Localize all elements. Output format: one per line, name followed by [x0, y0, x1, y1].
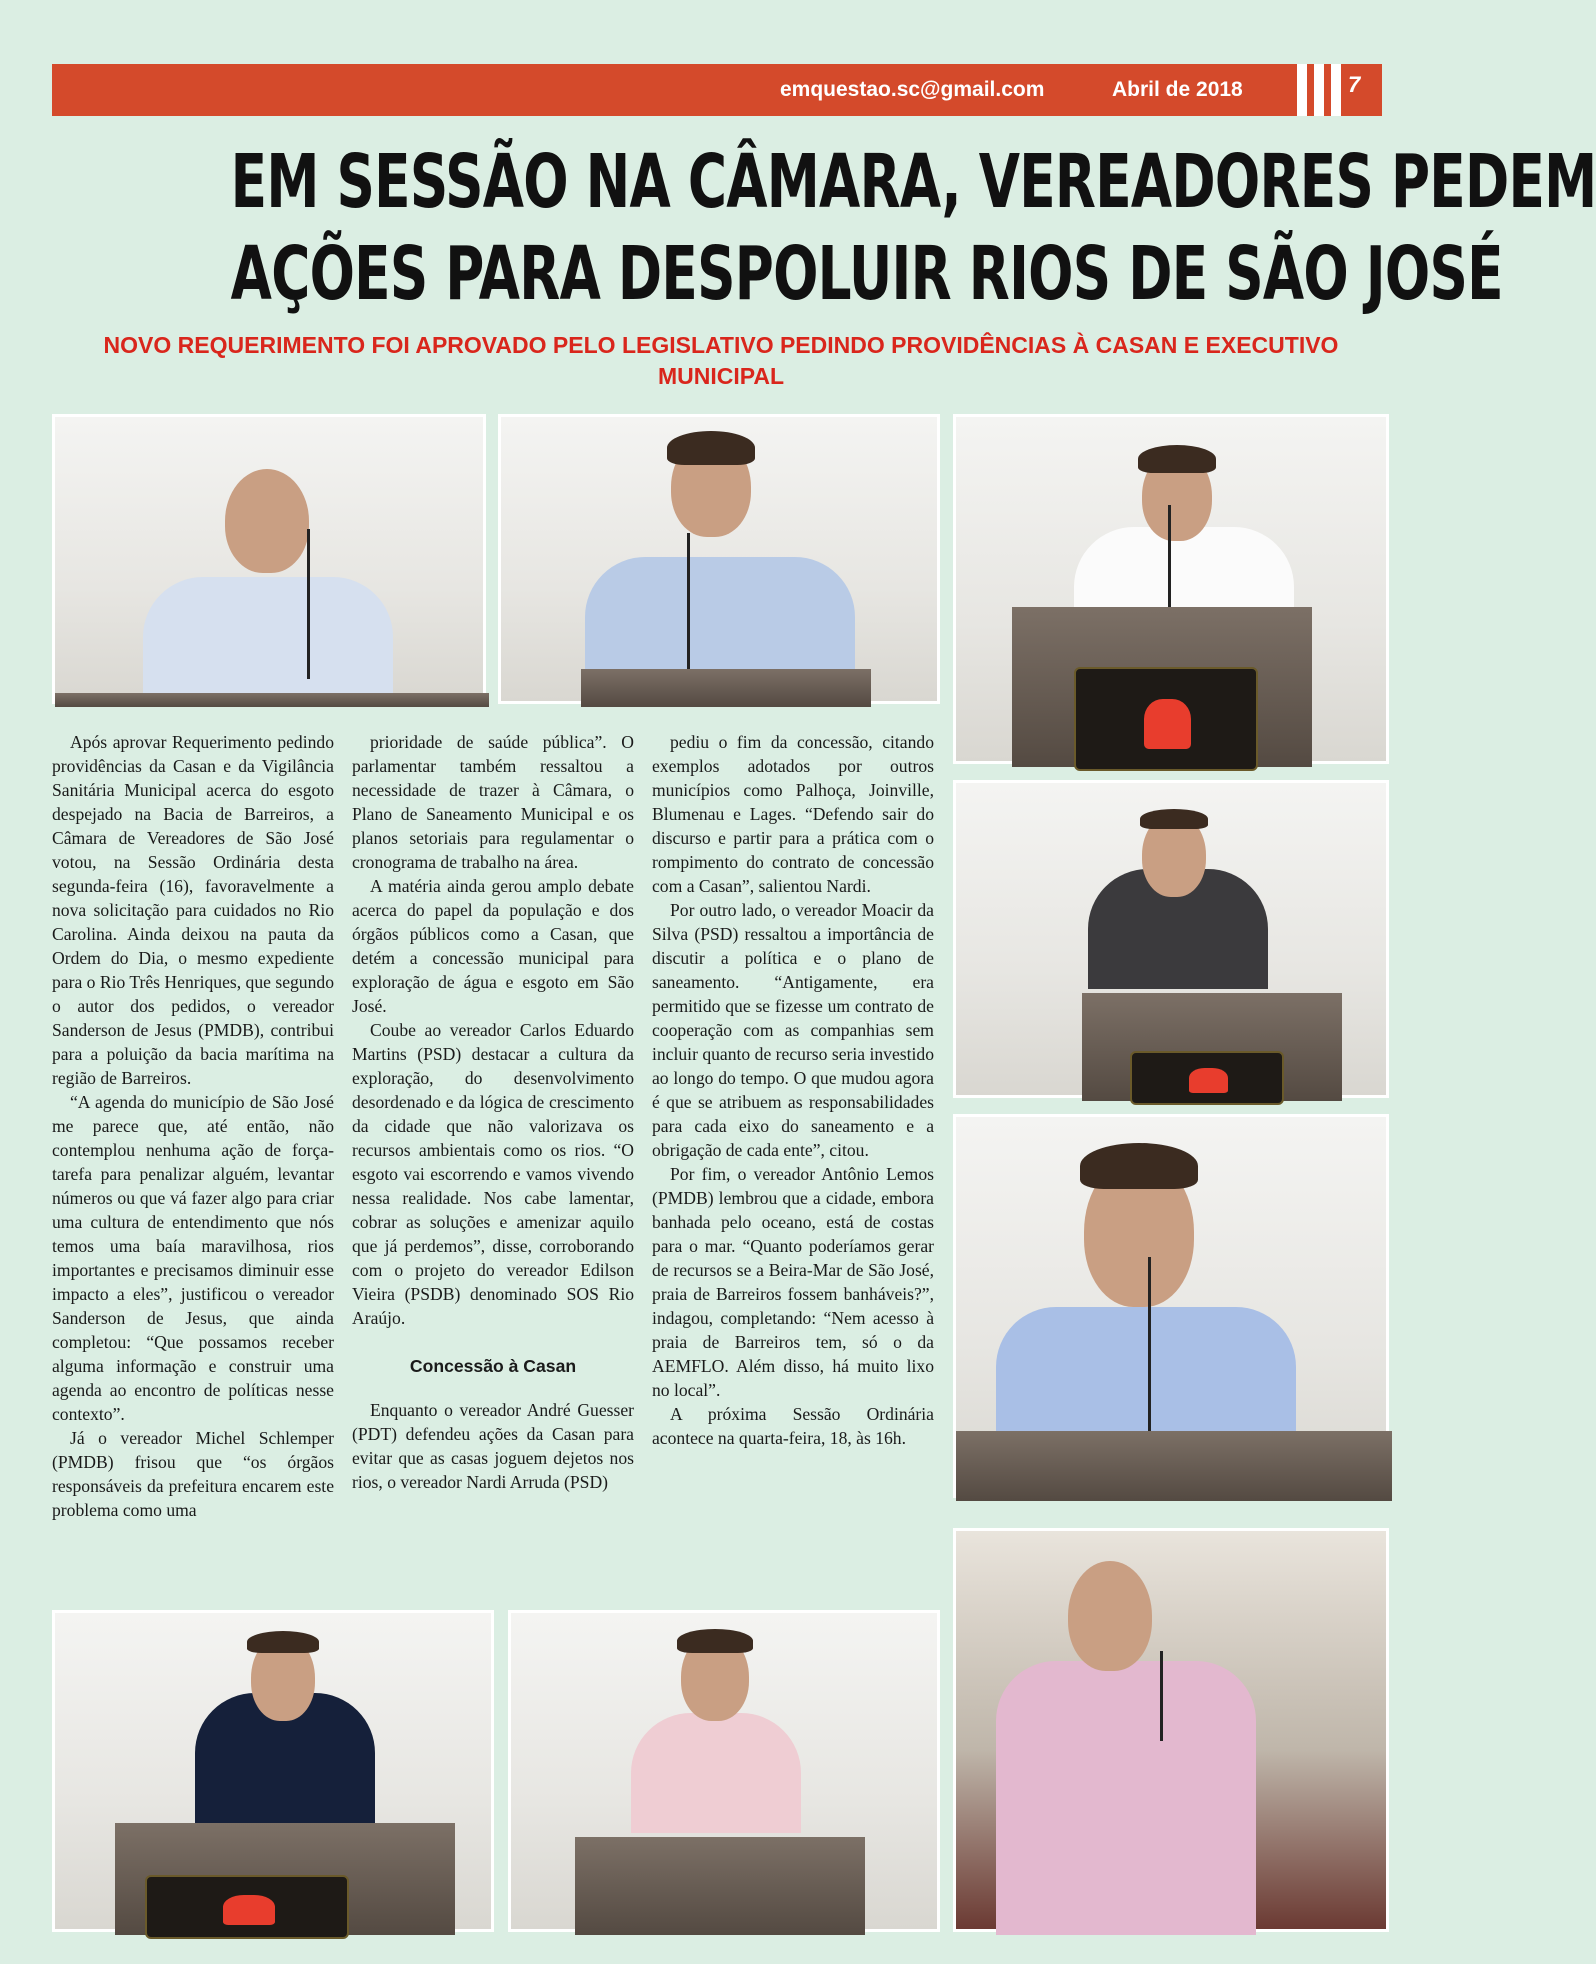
page-number: 7 [1348, 72, 1361, 97]
photo-figure [143, 577, 393, 707]
microphone-icon [1160, 1651, 1163, 1741]
photo-speaker-5 [953, 1114, 1389, 1498]
photo-speaker-7 [508, 1610, 940, 1932]
paragraph: Enquanto o vereador André Guesser (PDT) defendeu ações da Casan para evitar que as casas joguem dejetos nos rios, o vereador Nardi Arruda (PSD) [352, 1400, 634, 1492]
photo-figure [667, 431, 755, 465]
paragraph: Já o vereador Michel Schlemper (PMDB) frisou que “os órgãos responsáveis da prefeitura encarem este problema como uma [52, 1428, 334, 1520]
paragraph: “A agenda do município de São José me parece que, até então, não contemplou nenhuma ação de força-tarefa para penalizar alguém, levantar números ou que vá fazer algo para criar uma cultura de entendimento que nós temos uma baía maravilhosa, rios importantes e precisamos diminuir esse impacto a eles”, justificou o vereador Sanderson de Jesus, que ainda completou: “Que possamos receber alguma informação e construir uma agenda ao encontro de políticas nesse contexto”. [52, 1092, 334, 1424]
podium [55, 693, 489, 707]
paragraph: Por outro lado, o vereador Moacir da Silva (PSD) ressaltou a importância de discutir a política e o plano de saneamento. “Antigamente, era permitido que se fizesse um contrato de cooperação com as companhias sem incluir quanto de recurso seria investido ao longo do tempo. O que mudou agora é que se atribuem as responsabilidades para cada eixo do saneamento e a obrigação de cada ente”, citou. [652, 900, 934, 1160]
header-email: emquestao.sc@gmail.com [780, 78, 1045, 101]
article-column-3 [652, 730, 934, 1450]
photo-figure [225, 469, 309, 573]
paragraph: Coube ao vereador Carlos Eduardo Martins (PSD) destacar a cultura da exploração, do desenvolvimento desordenado e da lógica de crescimento da cidade que não valorizava os recursos ambientais como os rios. “O esgoto vai escorrendo e vamos vivendo nessa realidade. Nos cabe lamentar, cobrar as soluções e amenizar aquilo que já perdemos”, disse, corroborando com o projeto do vereador Edilson Vieira (PSDB) denominado SOS Rio Araújo. [352, 1020, 634, 1328]
header-stripe [1331, 64, 1341, 116]
photo-speaker-1 [52, 414, 486, 704]
photo-figure [1080, 1143, 1198, 1189]
photo-speaker-4 [953, 780, 1389, 1098]
photo-figure [1138, 445, 1216, 473]
header-date: Abril de 2018 [1112, 78, 1243, 101]
photo-speaker-6 [52, 1610, 494, 1932]
subheadline: NOVO REQUERIMENTO FOI APROVADO PELO LEGISLATIVO PEDINDO PROVIDÊNCIAS À CASAN E EXECUTIVO MUNICIPAL [103, 332, 1339, 389]
article-column-2 [352, 730, 634, 1494]
legislative-emblem-icon [1130, 1051, 1284, 1105]
photo-figure [677, 1629, 753, 1653]
section-subhead: Concessão à Casan [409, 1356, 577, 1376]
headline [230, 136, 1596, 320]
photo-figure [996, 1661, 1256, 1935]
paragraph: A matéria ainda gerou amplo debate acerca do papel da população e dos órgãos públicos como a Casan, que detém a concessão municipal para exploração de água e esgoto em São José. [352, 876, 634, 1016]
podium [581, 669, 871, 707]
photo-figure [631, 1713, 801, 1833]
podium [575, 1837, 865, 1935]
paragraph: Após aprovar Requerimento pedindo providências da Casan e da Vigilância Sanitária Municipal acerca do esgoto despejado na Bacia de Barreiros, a Câmara de Vereadores de São José votou, na Sessão Ordinária desta segunda-feira (16), favoravelmente a nova solicitação para cuidados no Rio Carolina. Ainda deixou na pauta da Ordem do Dia, o mesmo expediente para o Rio Três Henriques, que segundo o autor dos pedidos, o vereador Sanderson de Jesus (PMDB), contribui para a poluição da bacia marítima na região de Barreiros. [52, 732, 334, 1088]
legislative-emblem-icon [145, 1875, 349, 1939]
paragraph: A próxima Sessão Ordinária acontece na quarta-feira, 18, às 16h. [652, 1404, 934, 1448]
header-stripe [1314, 64, 1324, 116]
photo-speaker-3 [953, 414, 1389, 764]
header-stripe [1297, 64, 1307, 116]
headline-line-2: AÇÕES PARA DESPOLUIR RIOS DE SÃO JOSÉ [230, 231, 1503, 317]
photo-figure [1068, 1561, 1152, 1671]
paragraph: prioridade de saúde pública”. O parlamentar também ressaltou a necessidade de trazer à Câmara, o Plano de Saneamento Municipal e os planos setoriais para regulamentar o cronograma de trabalho na área. [352, 732, 634, 872]
photo-figure [247, 1631, 319, 1653]
photo-figure [1140, 809, 1208, 829]
headline-line-1: EM SESSÃO NA CÂMARA, VEREADORES PEDEM [230, 139, 1596, 225]
paragraph: Por fim, o vereador Antônio Lemos (PMDB) lembrou que a cidade, embora banhada pelo oceano, está de costas para o mar. “Quanto poderíamos gerar de recursos se a Beira-Mar de São José, praia de Barreiros fossem banháveis?”, indagou, completando: “Nem acesso à praia de Barreiros tem, só o da AEMFLO. Além disso, há muito lixo no local”. [652, 1164, 934, 1400]
paragraph: pediu o fim da concessão, citando exemplos adotados por outros municípios como Palhoça, Joinville, Blumenau e Lages. “Defendo sair do discurso e partir para a prática com o rompimento do contrato de concessão com a Casan”, salientou Nardi. [652, 732, 934, 896]
article-column-1 [52, 730, 334, 1522]
microphone-icon [687, 533, 690, 673]
legislative-emblem-icon [1074, 667, 1258, 771]
microphone-icon [1148, 1257, 1151, 1437]
podium [956, 1431, 1392, 1501]
microphone-icon [307, 529, 310, 679]
photo-speaker-2 [498, 414, 940, 704]
photo-speaker-8 [953, 1528, 1389, 1932]
